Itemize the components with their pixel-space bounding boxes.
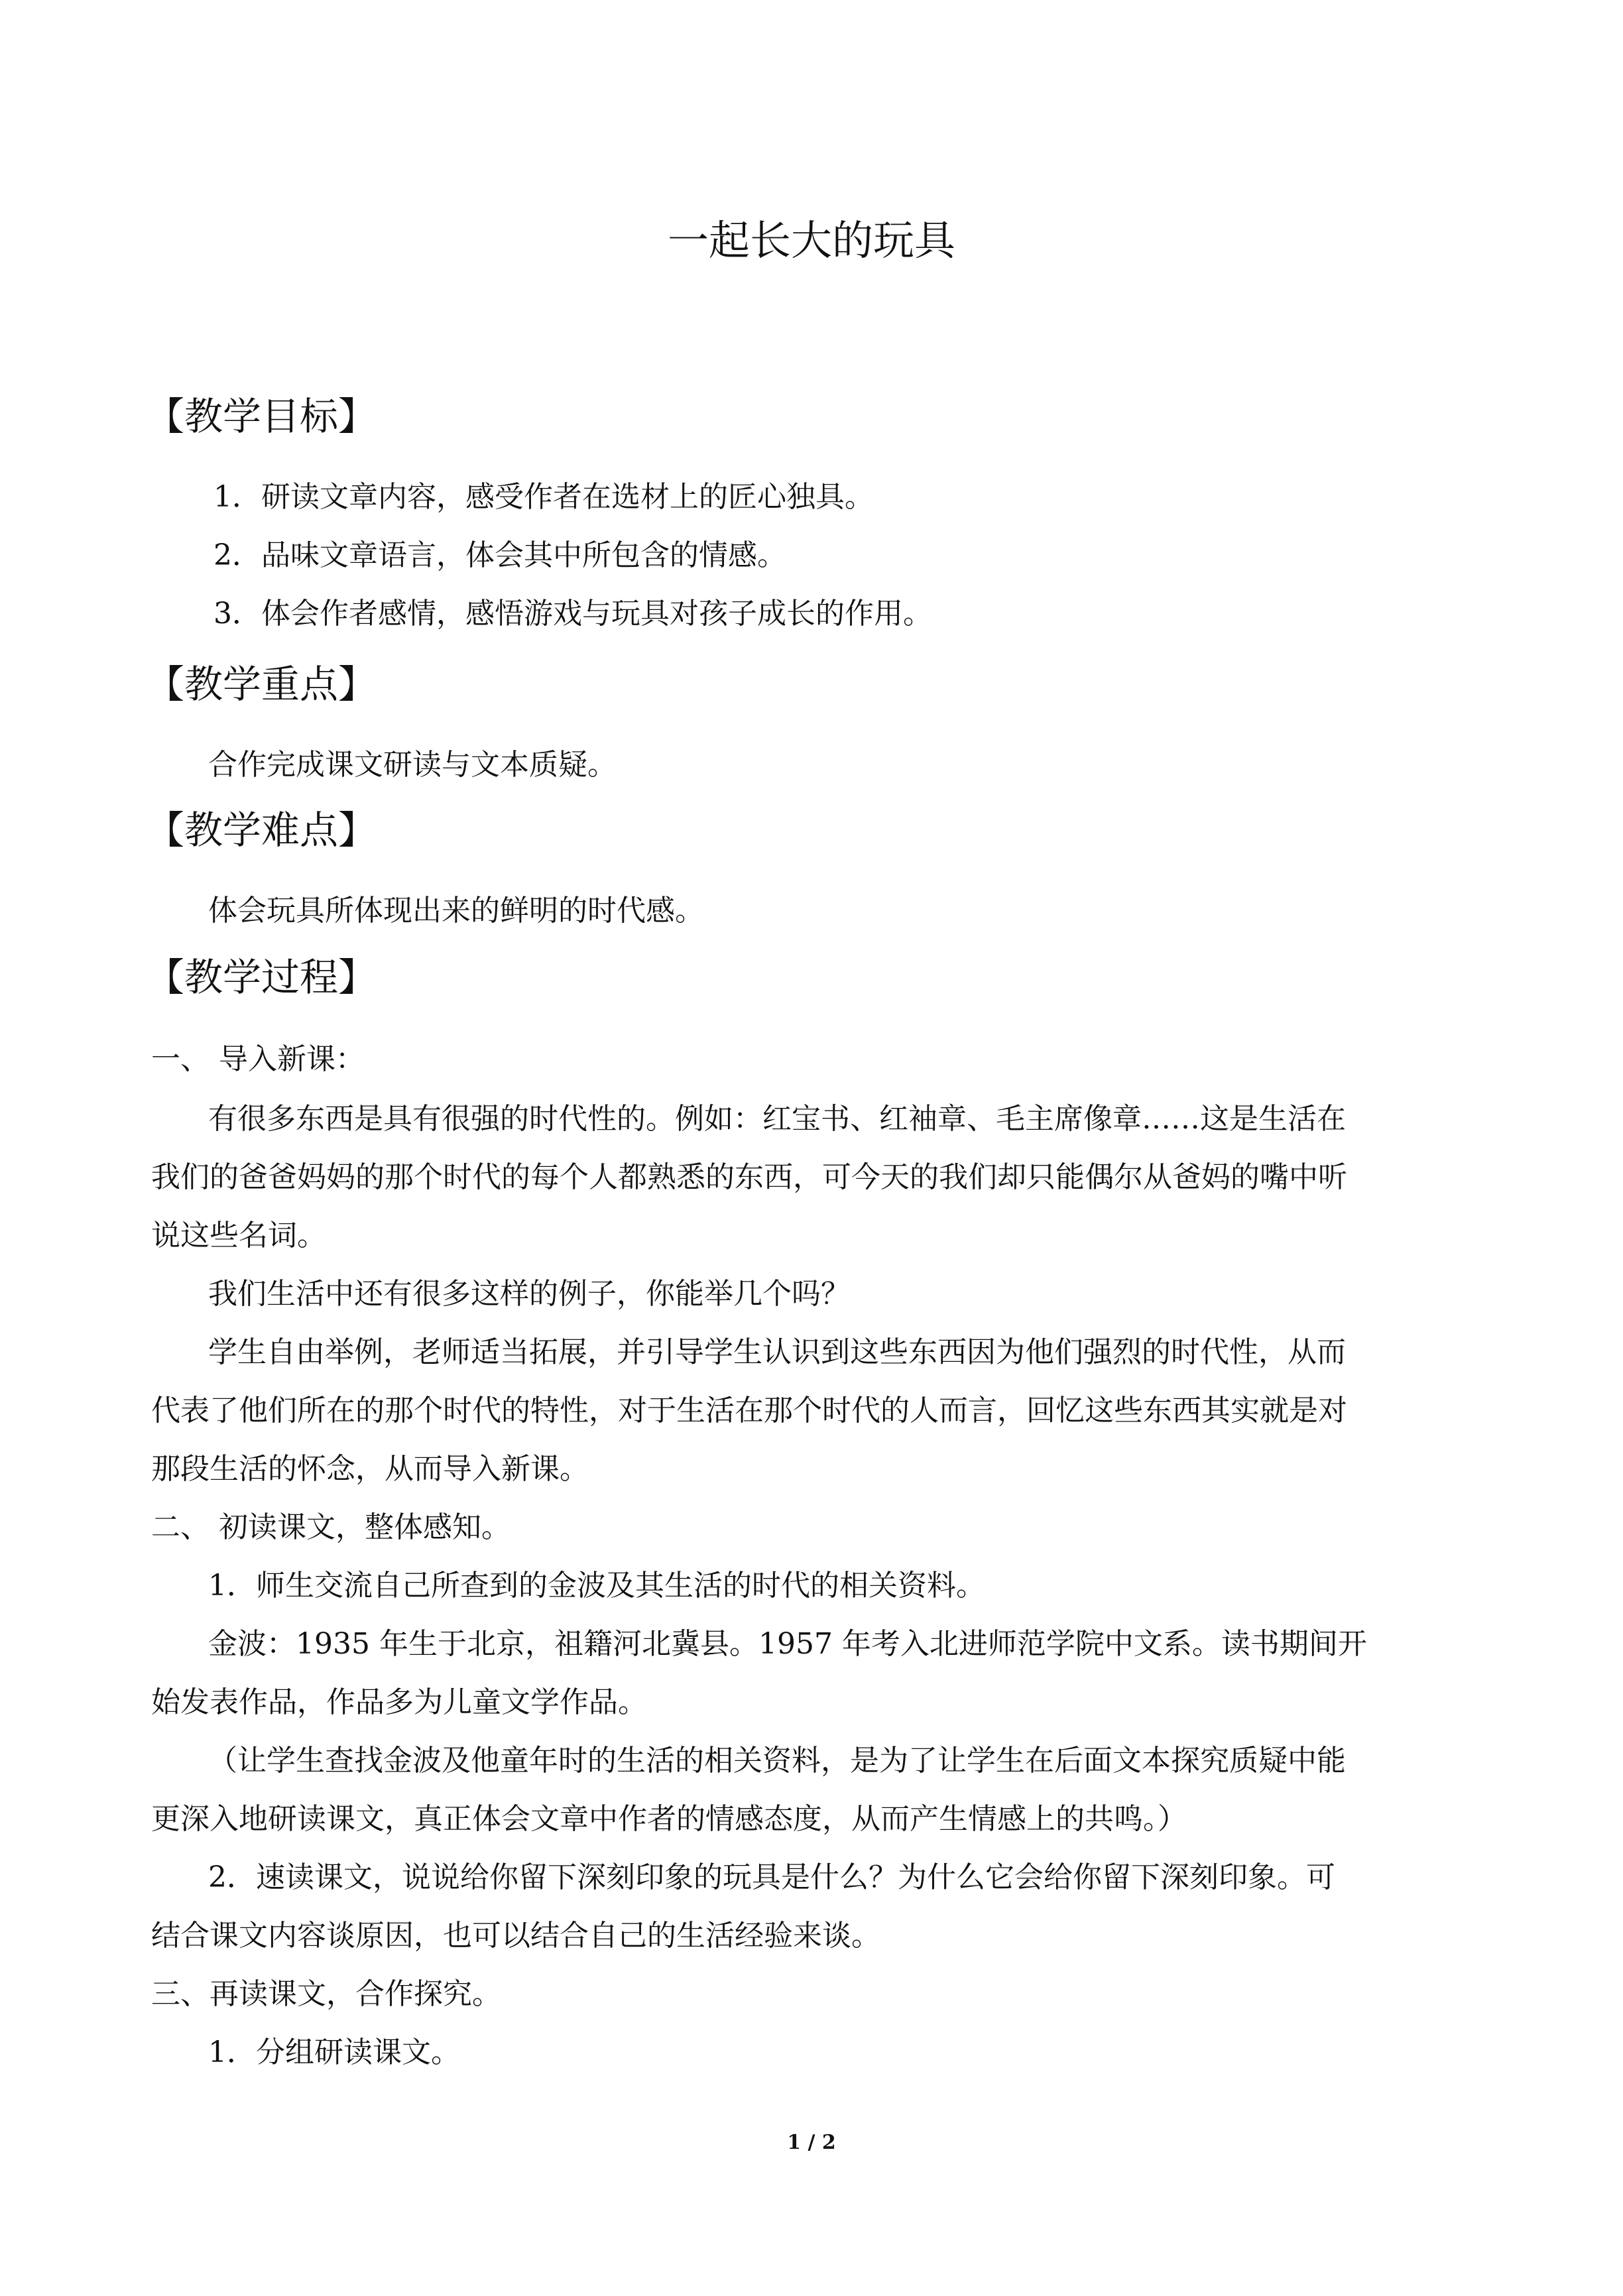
paragraph-line: 说这些名词。	[151, 1219, 326, 1252]
heading-process: 【教学过程】	[146, 955, 377, 1000]
paragraph-line: 金波：1935 年生于北京，祖籍河北冀县。1957 年考入北进师范学院中文系。读书期间开	[208, 1627, 1367, 1661]
paragraph-line: （让学生查找金波及他童年时的生活的相关资料，是为了让学生在后面文本探究质疑中能	[208, 1744, 1346, 1778]
paragraph-line: 我们生活中还有很多这样的例子，你能举几个吗？	[208, 1277, 850, 1311]
paragraph-line: 那段生活的怀念，从而导入新课。	[151, 1452, 589, 1486]
paragraph-line: 学生自由举例，老师适当拓展，并引导学生认识到这些东西因为他们强烈的时代性，从而	[208, 1335, 1346, 1369]
objective-item: 1．研读文章内容，感受作者在选材上的匠心独具。	[213, 480, 874, 514]
paragraph-line: 我们的爸爸妈妈的那个时代的每个人都熟悉的东西，可今天的我们却只能偶尔从爸妈的嘴中听	[151, 1160, 1347, 1194]
paragraph-line: 1．分组研读课文。	[208, 2035, 460, 2069]
paragraph-line: 更深入地研读课文，真正体会文章中作者的情感态度，从而产生情感上的共鸣。）	[151, 1802, 1187, 1836]
section-heading: 二、 初读课文，整体感知。	[151, 1510, 511, 1544]
objective-item: 2．品味文章语言，体会其中所包含的情感。	[213, 538, 786, 572]
document-title: 一起长大的玩具	[667, 216, 955, 265]
paragraph-line: 代表了他们所在的那个时代的特性，对于生活在那个时代的人而言，回忆这些东西其实就是对	[151, 1394, 1347, 1427]
difficulty-text: 体会玩具所体现出来的鲜明的时代感。	[208, 894, 704, 928]
paragraph-line: 始发表作品，作品多为儿童文学作品。	[151, 1685, 647, 1719]
heading-difficulties: 【教学难点】	[146, 808, 377, 853]
paragraph-line: 1．师生交流自己所查到的金波及其生活的时代的相关资料。	[208, 1569, 985, 1602]
section-heading: 三、再读课文，合作探究。	[151, 1977, 501, 2011]
paragraph-line: 2．速读课文，说说给你留下深刻印象的玩具是什么？为什么它会给你留下深刻印象。可	[208, 1860, 1335, 1894]
heading-objectives: 【教学目标】	[146, 394, 377, 439]
paragraph-line: 结合课文内容谈原因，也可以结合自己的生活经验来谈。	[151, 1919, 880, 1953]
paragraph-line: 有很多东西是具有很强的时代性的。例如：红宝书、红袖章、毛主席像章……这是生活在	[208, 1102, 1346, 1136]
key-point-text: 合作完成课文研读与文本质疑。	[208, 748, 617, 782]
objective-item: 3．体会作者感情，感悟游戏与玩具对孩子成长的作用。	[213, 597, 932, 631]
heading-key-points: 【教学重点】	[146, 662, 377, 707]
page-number: 1 / 2	[787, 2131, 836, 2154]
section-heading: 一、 导入新课：	[151, 1042, 365, 1076]
